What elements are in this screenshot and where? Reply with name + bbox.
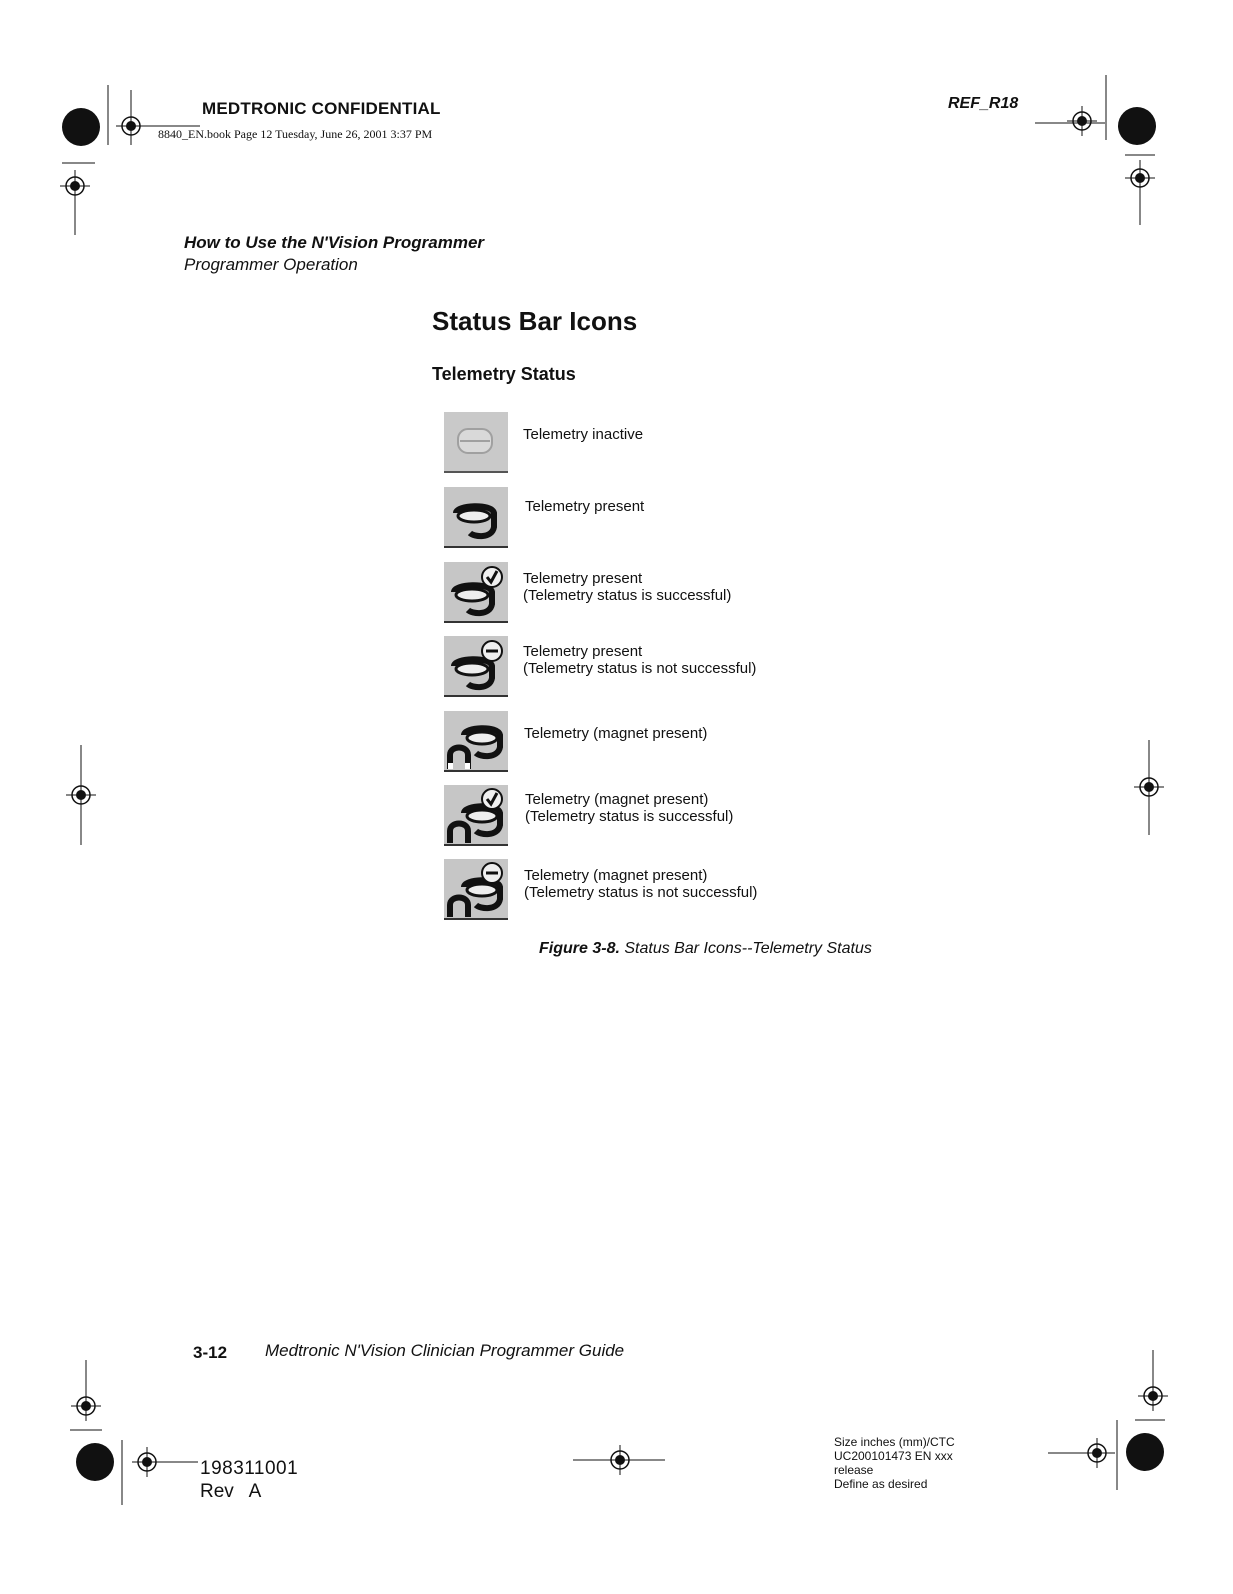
list-item-label: Telemetry present (Telemetry status is successful) [523, 570, 732, 604]
magnet-success-icon [444, 785, 508, 845]
doc-number: 198311001 [200, 1458, 299, 1479]
size-info [834, 1435, 955, 1491]
figure-caption-text: Status Bar Icons--Telemetry Status [619, 940, 872, 957]
ref-code: REF_R18 [948, 95, 1019, 112]
subheading: Telemetry Status [432, 364, 576, 384]
list-item-label: Telemetry inactive [523, 426, 644, 443]
crosshair-mark-middle-right [1134, 740, 1164, 835]
figure-caption [539, 940, 872, 958]
section-title: How to Use the N'Vision Programmer [184, 233, 485, 252]
guide-title: Medtronic N'Vision Clinician Programmer Guide [265, 1341, 625, 1360]
magnet-present-icon [444, 711, 508, 771]
book-info: 8840_EN.book Page 12 Tuesday, June 26, 2001 3:37 PM [158, 127, 433, 141]
crosshair-mark-middle-left [66, 745, 96, 845]
telemetry-inactive-icon [444, 412, 508, 472]
list-item-label: Telemetry (magnet present) (Telemetry status is not successful) [524, 867, 758, 901]
telemetry-present-icon [444, 487, 508, 547]
list-item-label: Telemetry present (Telemetry status is not successful) [523, 643, 757, 677]
page-title: Status Bar Icons [432, 306, 638, 336]
figure-label: Figure 3-8. [539, 940, 620, 957]
crosshair-mark-top-left [60, 85, 200, 235]
magnet-fail-icon [444, 859, 508, 919]
list-item-label: Telemetry present [525, 498, 645, 515]
size-info-line: release [834, 1463, 874, 1477]
list-item-label: Telemetry (magnet present) [524, 725, 708, 742]
crosshair-mark-top-right [1035, 75, 1156, 225]
size-info-line: UC200101473 EN xxx [834, 1449, 953, 1463]
size-info-line: Define as desired [834, 1477, 928, 1491]
revision: Rev A [200, 1481, 262, 1502]
confidential-label: MEDTRONIC CONFIDENTIAL [202, 99, 441, 118]
size-info-line: Size inches (mm)/CTC [834, 1435, 955, 1449]
telemetry-success-icon [444, 562, 508, 622]
page-number: 3-12 [193, 1343, 228, 1362]
crosshair-mark-bottom-center [573, 1445, 665, 1475]
list-item-label: Telemetry (magnet present) (Telemetry status is successful) [525, 791, 734, 825]
crosshair-mark-bottom-left [70, 1360, 198, 1505]
section-subtitle: Programmer Operation [184, 255, 358, 274]
telemetry-fail-icon [444, 636, 508, 696]
crosshair-mark-bottom-right [1048, 1350, 1168, 1490]
